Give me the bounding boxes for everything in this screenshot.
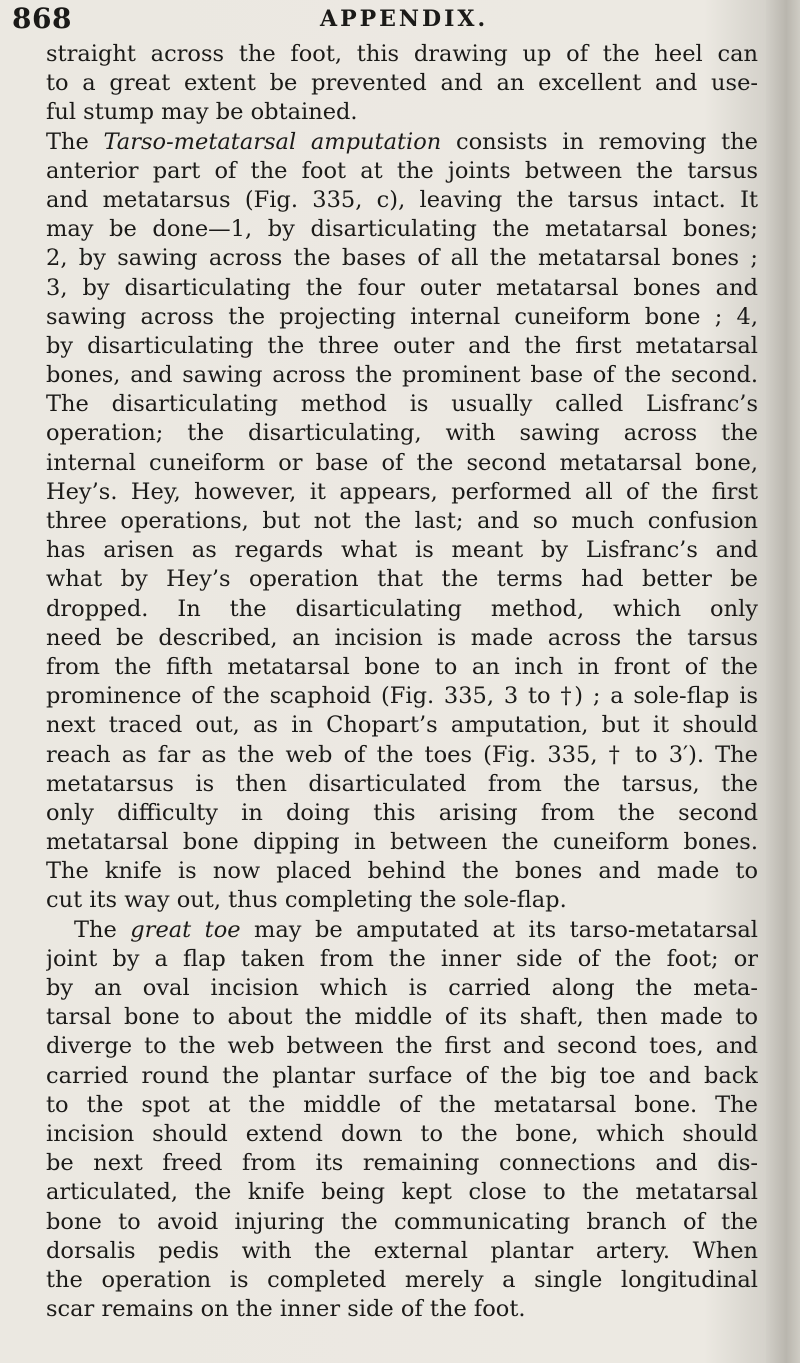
text-line: bone to avoid injuring the communicating branch of the — [46, 1208, 758, 1235]
page-edge-shadow — [766, 0, 800, 1363]
running-head: APPENDIX. — [320, 6, 489, 32]
text-line: to the spot at the middle of the metatarsal bone. The — [46, 1091, 758, 1118]
text-line: metatarsal bone dipping in between the cuneiform bones. — [46, 829, 758, 856]
text-line: cut its way out, thus completing the sole-flap. — [46, 887, 567, 914]
text-line: next traced out, as in Chopart’s amputation, but it should — [46, 712, 758, 739]
text-line: dorsalis pedis with the external plantar artery. When — [46, 1237, 758, 1264]
text-line: tarsal bone to about the middle of its shaft, then made to — [46, 1004, 758, 1031]
text-line: anterior part of the foot at the joints between the tarsus — [46, 157, 758, 184]
text-line: only difficulty in doing this arising from the second — [46, 799, 758, 826]
text-line: The knife is now placed behind the bones and made to — [46, 858, 758, 885]
text-line-italic-term — [46, 916, 758, 945]
text-line: 3, by disarticulating the four outer metatarsal bones and — [46, 274, 758, 301]
text-line: incision should extend down to the bone, which should — [46, 1120, 758, 1147]
text-line: by disarticulating the three outer and the first metatarsal — [46, 332, 758, 359]
text-line: diverge to the web between the first and second toes, and — [46, 1033, 758, 1060]
text-line: sawing across the projecting internal cuneiform bone ; 4, — [46, 303, 758, 330]
text-line: metatarsus is then disarticulated from the tarsus, the — [46, 770, 758, 797]
text-line: joint by a flap taken from the inner side of the foot; or — [46, 945, 758, 972]
text-line: articulated, the knife being kept close to the metatarsal — [46, 1179, 758, 1206]
text-line: has arisen as regards what is meant by Lisfranc’s and — [46, 537, 758, 564]
text-line: three operations, but not the last; and so much confusion — [46, 508, 758, 534]
text-line: scar remains on the inner side of the foot. — [46, 1296, 526, 1323]
text-line: internal cuneiform or base of the second metatarsal bone, — [46, 449, 758, 476]
text-line: dropped. In the disarticulating method, which only — [46, 595, 758, 622]
page-number: 868 — [12, 2, 72, 35]
italic-term: great toe — [130, 916, 241, 943]
text-line: to a great extent be prevented and an excellent and use- — [46, 70, 758, 97]
text-line: bones, and sawing across the prominent base of the second. — [46, 362, 758, 389]
text-line: what by Hey’s operation that the terms had better be — [46, 566, 758, 593]
text-line: be next freed from its remaining connections and dis- — [46, 1150, 758, 1177]
text-line: carried round the plantar surface of the big toe and back — [46, 1062, 758, 1089]
text-run: consists in removing the — [441, 128, 758, 155]
text-line: ful stump may be obtained. — [46, 99, 358, 126]
text-line: and metatarsus (Fig. 335, c), leaving the tarsus intact. It — [46, 186, 758, 213]
text-line: 2, by sawing across the bases of all the metatarsal bones ; — [46, 245, 758, 272]
text-line: need be described, an incision is made across the tarsus — [46, 624, 758, 651]
text-line: The disarticulating method is usually called Lisfranc’s — [46, 391, 758, 418]
text-line: straight across the foot, this drawing up of the heel can — [46, 41, 758, 67]
text-line-italic-term — [46, 128, 758, 157]
italic-term: Tarso-metatarsal amputation — [103, 128, 442, 155]
text-line: from the fifth metatarsal bone to an inch in front of the — [46, 653, 758, 680]
text-line: Hey’s. Hey, however, it appears, performed all of the first — [46, 478, 758, 505]
text-line: the operation is completed merely a single longitudinal — [46, 1266, 758, 1293]
text-line: by an oval incision which is carried along the meta- — [46, 975, 758, 1001]
text-line: prominence of the scaphoid (Fig. 335, 3 to †) ; a sole-flap is — [46, 683, 758, 710]
text-line: reach as far as the web of the toes (Fig. 335, † to 3′). The — [46, 741, 758, 768]
text-run: The — [46, 128, 104, 155]
text-run: may be amputated at its tarso-metatarsal — [240, 916, 758, 943]
text-line: operation; the disarticulating, with sawing across the — [46, 420, 758, 447]
text-run: The — [74, 916, 131, 943]
body-text — [46, 40, 758, 1324]
text-line: may be done—1, by disarticulating the metatarsal bones; — [46, 216, 758, 243]
